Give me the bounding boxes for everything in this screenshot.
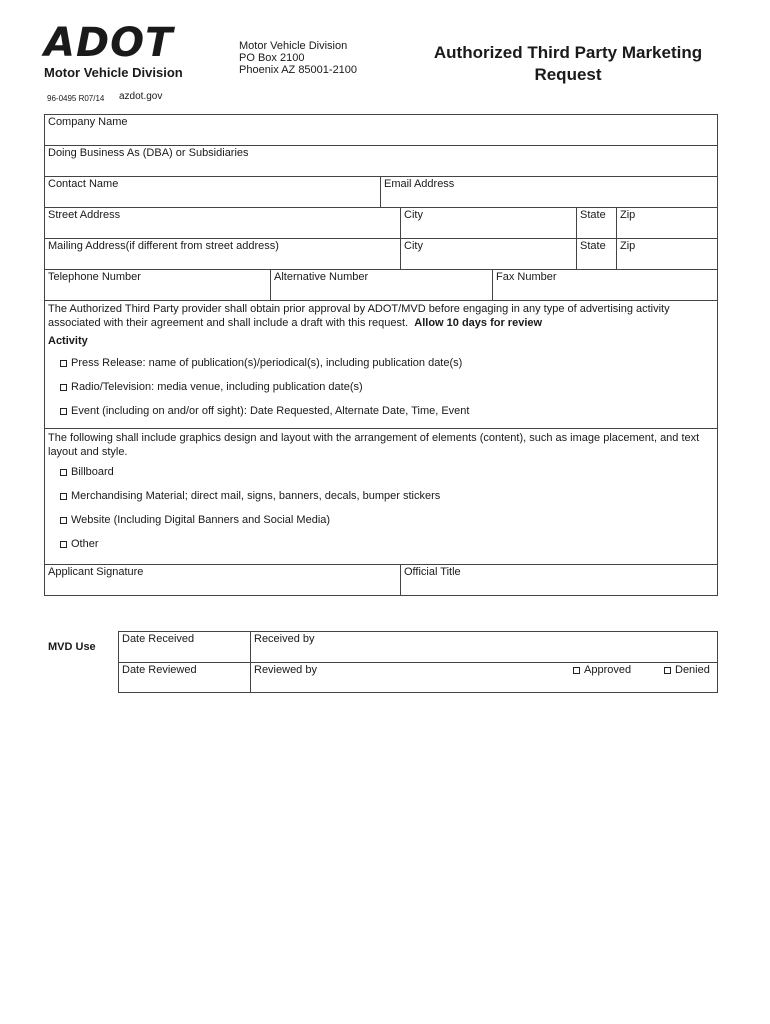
official-title-field[interactable]: Official Title	[404, 566, 461, 578]
mvd-use-label: MVD Use	[48, 641, 96, 653]
logo-wordmark: ADOT	[44, 20, 174, 66]
street-address-field[interactable]: Street Address	[48, 209, 121, 221]
zip-field[interactable]: Zip	[620, 209, 636, 221]
approval-text: The Authorized Third Party provider shall obtain prior approval by ADOT/MVD before engaging in any type of advertising activity associated with their agreement and shall include a draft with this request.	[48, 303, 670, 329]
title-line-2: Request	[534, 65, 602, 84]
address-line-2: PO Box 2100	[239, 52, 305, 64]
option-label: Other	[71, 538, 99, 550]
date-received-field[interactable]: Date Received	[122, 633, 195, 645]
checkbox-icon[interactable]	[60, 384, 67, 391]
merchandising-option[interactable]	[60, 490, 440, 502]
website: azdot.gov	[119, 91, 163, 102]
website-option[interactable]	[60, 514, 330, 526]
option-label: Merchandising Material; direct mail, signs, banners, decals, bumper stickers	[71, 490, 441, 502]
form-number: 96-0495 R07/14	[47, 94, 105, 103]
other-option[interactable]	[60, 538, 99, 550]
adot-logo	[44, 20, 214, 84]
logo-subtitle: Motor Vehicle Division	[44, 65, 183, 80]
billboard-option[interactable]	[60, 466, 114, 478]
approved-option[interactable]	[573, 664, 631, 676]
graphics-notice: The following shall include graphics design and layout with the arrangement of elements (content), such as image placement, and text layout and style.	[48, 432, 700, 458]
page-title	[420, 42, 716, 86]
received-by-field[interactable]: Received by	[254, 633, 315, 645]
mailing-city-field[interactable]: City	[404, 240, 423, 252]
press-release-option[interactable]	[60, 357, 462, 369]
city-field[interactable]: City	[404, 209, 423, 221]
option-label: Billboard	[71, 466, 114, 478]
option-label: Denied	[675, 664, 710, 676]
event-option[interactable]	[60, 405, 469, 417]
checkbox-icon[interactable]	[664, 667, 671, 674]
denied-option[interactable]	[664, 664, 710, 676]
checkbox-icon[interactable]	[60, 541, 67, 548]
fax-field[interactable]: Fax Number	[496, 271, 557, 283]
option-label: Approved	[584, 664, 632, 676]
email-field[interactable]: Email Address	[384, 178, 455, 190]
mailing-state-field[interactable]: State	[580, 240, 606, 252]
contact-name-field[interactable]: Contact Name	[48, 178, 119, 190]
option-label: Radio/Television: media venue, including publication date(s)	[71, 381, 363, 393]
mailing-address	[239, 40, 357, 76]
applicant-signature-field[interactable]: Applicant Signature	[48, 566, 144, 578]
approval-notice	[48, 302, 714, 330]
address-line-3: Phoenix AZ 85001-2100	[239, 64, 358, 76]
checkbox-icon[interactable]	[573, 667, 580, 674]
checkbox-icon[interactable]	[60, 360, 67, 367]
review-time-note: Allow 10 days for review	[414, 317, 543, 329]
dba-field[interactable]: Doing Business As (DBA) or Subsidiaries	[48, 147, 249, 159]
telephone-field[interactable]: Telephone Number	[48, 271, 141, 283]
date-reviewed-field[interactable]: Date Reviewed	[122, 664, 197, 676]
activity-heading: Activity	[48, 335, 88, 347]
checkbox-icon[interactable]	[60, 517, 67, 524]
address-line-1: Motor Vehicle Division	[239, 40, 348, 52]
checkbox-icon[interactable]	[60, 469, 67, 476]
checkbox-icon[interactable]	[60, 493, 67, 500]
state-field[interactable]: State	[580, 209, 606, 221]
option-label: Event (including on and/or off sight): Date Requested, Alternate Date, Time, Event	[71, 405, 470, 417]
mailing-address-field[interactable]: Mailing Address(if different from street address)	[48, 240, 279, 252]
company-name-field[interactable]: Company Name	[48, 116, 128, 128]
alternative-number-field[interactable]: Alternative Number	[274, 271, 369, 283]
title-line-1: Authorized Third Party Marketing	[433, 43, 703, 62]
radio-tv-option[interactable]	[60, 381, 363, 393]
mailing-zip-field[interactable]: Zip	[620, 240, 636, 252]
reviewed-by-field[interactable]: Reviewed by	[254, 664, 317, 676]
checkbox-icon[interactable]	[60, 408, 67, 415]
option-label: Press Release: name of publication(s)/periodical(s), including publication date(s)	[71, 357, 463, 369]
option-label: Website (Including Digital Banners and Social Media)	[71, 514, 331, 526]
